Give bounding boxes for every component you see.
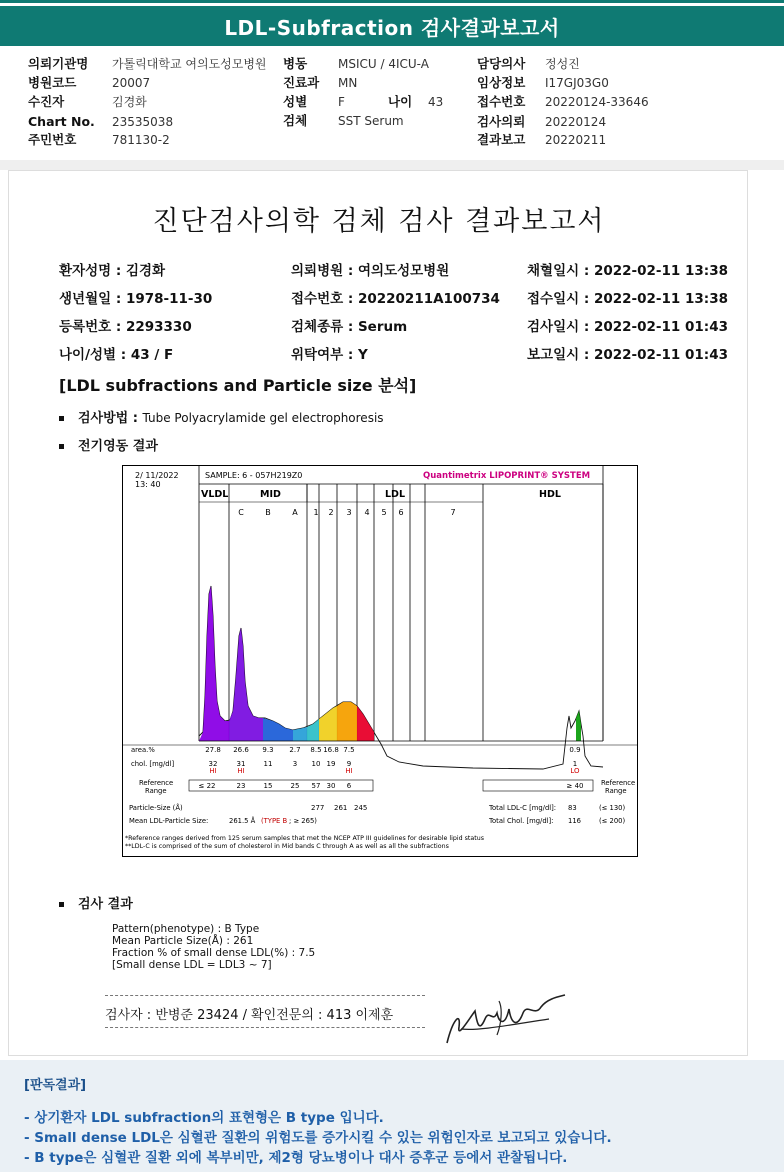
- total-ldl-value: 83: [568, 804, 577, 812]
- density-curve: [199, 586, 603, 769]
- method-value: Tube Polyacrylamide gel electrophoresis: [142, 411, 384, 425]
- value-ward: MSICU / 4ICU-A: [338, 57, 429, 71]
- result-line-3: Fraction % of small dense LDL(%) : 7.5: [112, 947, 316, 959]
- fill-mid-c: [229, 628, 263, 741]
- chol-value: 19: [326, 760, 336, 768]
- total-chol-value: 116: [568, 817, 581, 825]
- field-specimen-type: 검체종류 : Serum: [291, 319, 408, 335]
- separator: [0, 160, 784, 170]
- signoff-row: 검사자 : 반병준 23424 / 확인전문의 : 413 이제훈: [105, 1008, 394, 1023]
- particle-size-label: Particle-Size (Å): [129, 804, 183, 812]
- chol-value: 9: [346, 760, 352, 768]
- label-doctor: 담당의사: [477, 56, 526, 71]
- flag-value: HI: [345, 767, 353, 775]
- ref-value: 15: [263, 782, 273, 790]
- band-label-6: 6: [398, 508, 404, 517]
- report-title-band: LDL-Subfraction 검사결과보고서: [0, 6, 784, 46]
- chart-brand: Quantimetrix LIPOPRINT® SYSTEM: [423, 471, 591, 481]
- particle-size-1: 277: [311, 804, 325, 812]
- value-clinical-info: I17GJ03G0: [545, 76, 609, 90]
- group-mid: MID: [260, 489, 281, 500]
- value-report-date: 20220211: [545, 133, 607, 147]
- ref-label: Reference: [139, 779, 174, 787]
- area-value: 27.8: [205, 746, 221, 754]
- field-report-time: 보고일시 : 2022-02-11 01:43: [527, 347, 728, 363]
- field-age-sex: 나이/성별 : 43 / F: [59, 347, 174, 363]
- chol-value: 1: [572, 760, 578, 768]
- ref-value: 57: [311, 782, 321, 790]
- footnote-1: *Reference ranges derived from 125 serum samples that met the NCEP ATP III guidelines for desirable lipid status: [125, 835, 484, 842]
- value-doctor: 정성진: [545, 57, 580, 71]
- type-ref: ; ≥ 265): [289, 817, 317, 825]
- band-label-A: A: [292, 508, 298, 517]
- bullet-square: [59, 444, 64, 449]
- band-label-1: 1: [313, 508, 319, 517]
- ref-value: ≥ 40: [566, 782, 584, 790]
- mean-ldl-label: Mean LDL-Particle Size:: [129, 817, 209, 825]
- label-report-date: 결과보고: [477, 132, 526, 147]
- chol-value: 11: [263, 760, 273, 768]
- group-vldl: VLDL: [201, 489, 229, 500]
- type-label: (TYPE B: [261, 817, 288, 825]
- chart-sample: SAMPLE: 6 - 057H219Z0: [205, 471, 303, 480]
- value-chart-no: 23535038: [112, 115, 174, 129]
- title-bar: [0, 0, 784, 52]
- bullet-square: [59, 902, 64, 907]
- ref-label-right-2: Range: [605, 787, 627, 795]
- label-requester: 의뢰기관명: [28, 56, 89, 71]
- label-dept: 진료과: [283, 75, 320, 90]
- title-top-line: [0, 0, 784, 3]
- report-panel: [8, 170, 748, 1056]
- field-consign: 위탁여부 : Y: [291, 347, 368, 363]
- value-sex: F: [338, 95, 345, 109]
- method-bullet: [59, 407, 384, 426]
- chol-value: 31: [236, 760, 246, 768]
- chart-date: 2/ 11/2022: [135, 471, 179, 480]
- mean-ldl-value: 261.5 Å: [229, 817, 256, 825]
- ref-label-2: Range: [145, 787, 167, 795]
- label-request-date: 검사의뢰: [477, 114, 526, 129]
- label-ward: 병동: [283, 56, 308, 71]
- dashed-divider-top: [105, 995, 425, 996]
- group-hdl: HDL: [539, 489, 561, 500]
- label-sex: 성별: [283, 94, 308, 109]
- ref-value: ≤ 22: [198, 782, 216, 790]
- particle-size-2: 261: [334, 804, 348, 812]
- footnote-2: **LDL-C is comprised of the sum of cholesterol in Mid bands C through A as well as all the subfractions: [125, 843, 449, 850]
- chol-value: 32: [208, 760, 218, 768]
- ref-value: 25: [290, 782, 300, 790]
- ref-box-left: [189, 780, 373, 791]
- value-age: 43: [428, 95, 444, 109]
- result-line-2: Mean Particle Size(Å) : 261: [112, 935, 254, 947]
- value-request-date: 20220124: [545, 115, 607, 129]
- dashed-divider-bottom: [105, 1027, 425, 1028]
- area-value: 7.5: [343, 746, 355, 754]
- flag-value: HI: [209, 767, 217, 775]
- interpretation-panel: [0, 1060, 784, 1172]
- chol-value: 10: [311, 760, 321, 768]
- value-specimen: SST Serum: [338, 114, 404, 128]
- fill-ldl-3: [337, 702, 357, 741]
- interpretation-line-2: - Small dense LDL은 심혈관 질환의 위험도를 증가시킬 수 있는 위험인자로 보고되고 있습니다.: [24, 1130, 612, 1146]
- ref-label-right: Reference: [601, 779, 636, 787]
- band-label-4: 4: [364, 508, 370, 517]
- value-hospital-code: 20007: [112, 76, 151, 90]
- field-patient-name: 환자성명 : 김경화: [59, 263, 166, 279]
- label-hospital-code: 병원코드: [28, 75, 77, 90]
- particle-size-3: 245: [354, 804, 368, 812]
- result-line-4: [Small dense LDL = LDL3 ~ 7]: [112, 959, 272, 971]
- label-resident-no: 주민번호: [28, 132, 77, 147]
- flag-value: LO: [570, 767, 580, 775]
- lipoprint-chart: [122, 465, 638, 857]
- field-reg-no: 등록번호 : 2293330: [59, 319, 192, 335]
- band-label-3: 3: [346, 508, 352, 517]
- flag-value: HI: [237, 767, 245, 775]
- field-birth: 생년월일 : 1978-11-30: [59, 291, 213, 307]
- field-hospital: 의뢰병원 : 여의도성모병원: [291, 263, 450, 279]
- band-label-7: 7: [450, 508, 456, 517]
- area-value: 26.6: [233, 746, 249, 754]
- value-resident-no: 781130-2: [112, 133, 170, 147]
- label-clinical-info: 임상정보: [477, 75, 526, 90]
- report-title: 진단검사의학 검체 검사 결과보고서: [152, 206, 606, 237]
- label-patient: 수진자: [28, 94, 65, 109]
- result-label: 검사 결과: [78, 897, 133, 912]
- result-lines: [112, 923, 315, 971]
- field-receipt-no: 접수번호 : 20220211A100734: [291, 291, 500, 307]
- chol-label: chol. [mg/dl]: [131, 760, 175, 768]
- section-title: [LDL subfractions and Particle size 분석]: [59, 376, 417, 395]
- chart-time: 13: 40: [135, 480, 161, 489]
- group-ldl: LDL: [385, 489, 405, 500]
- value-receipt-no: 20220124-33646: [545, 95, 649, 109]
- area-value: 16.8: [323, 746, 339, 754]
- field-collect-time: 채혈일시 : 2022-02-11 13:38: [527, 263, 728, 279]
- fill-mid-b: [263, 718, 293, 741]
- result-line-1: Pattern(phenotype) : B Type: [112, 923, 260, 935]
- field-receipt-time: 접수일시 : 2022-02-11 13:38: [527, 291, 728, 307]
- interpretation-line-3: - B type은 심혈관 질환 외에 복부비만, 제2형 당뇨병이나 대사 증후군 등에서 관찰됩니다.: [24, 1150, 568, 1166]
- signature-image: [439, 989, 569, 1051]
- value-dept: MN: [338, 76, 358, 90]
- label-specimen: 검체: [283, 113, 308, 128]
- total-ldl-ref: (≤ 130): [599, 804, 626, 812]
- chart-svg: [123, 466, 637, 856]
- ref-value: 30: [326, 782, 336, 790]
- method-label: 검사방법 :: [78, 411, 143, 426]
- band-label-5: 5: [381, 508, 387, 517]
- fill-mid-a: [293, 727, 307, 741]
- area-value: 0.9: [569, 746, 581, 754]
- label-age: 나이: [388, 94, 413, 109]
- chol-value: 3: [292, 760, 298, 768]
- area-value: 2.7: [289, 746, 301, 754]
- label-chart-no: Chart No.: [28, 114, 95, 129]
- band-label-C: C: [238, 508, 244, 517]
- bullet-square: [59, 416, 64, 421]
- total-chol-label: Total Chol. [mg/dl]:: [489, 817, 554, 825]
- interpretation-title: [판독결과]: [24, 1078, 87, 1093]
- fill-ldl-4: [357, 706, 374, 741]
- fill-ldl-1: [307, 719, 319, 741]
- result-bullet: [59, 893, 133, 912]
- total-ldl-label: Total LDL-C [mg/dl]:: [489, 804, 557, 812]
- band-label-B: B: [265, 508, 271, 517]
- electro-bullet: [59, 435, 158, 454]
- value-requester: 가톨릭대학교 여의도성모병원: [112, 57, 267, 71]
- area-value: 8.5: [310, 746, 322, 754]
- area-value: 9.3: [262, 746, 274, 754]
- area-label: area.%: [131, 746, 155, 754]
- value-patient: 김경화: [112, 95, 147, 109]
- field-test-time: 검사일시 : 2022-02-11 01:43: [527, 319, 728, 335]
- fill-ldl-2: [319, 706, 337, 741]
- ref-value: 23: [236, 782, 246, 790]
- electro-label: 전기영동 결과: [78, 439, 158, 454]
- total-chol-ref: (≤ 200): [599, 817, 626, 825]
- interpretation-line-1: - 상기환자 LDL subfraction의 표현형은 B type 입니다.: [24, 1110, 384, 1126]
- label-receipt-no: 접수번호: [477, 94, 526, 109]
- band-label-2: 2: [328, 508, 334, 517]
- ref-value: 6: [346, 782, 352, 790]
- header-info: [0, 52, 784, 162]
